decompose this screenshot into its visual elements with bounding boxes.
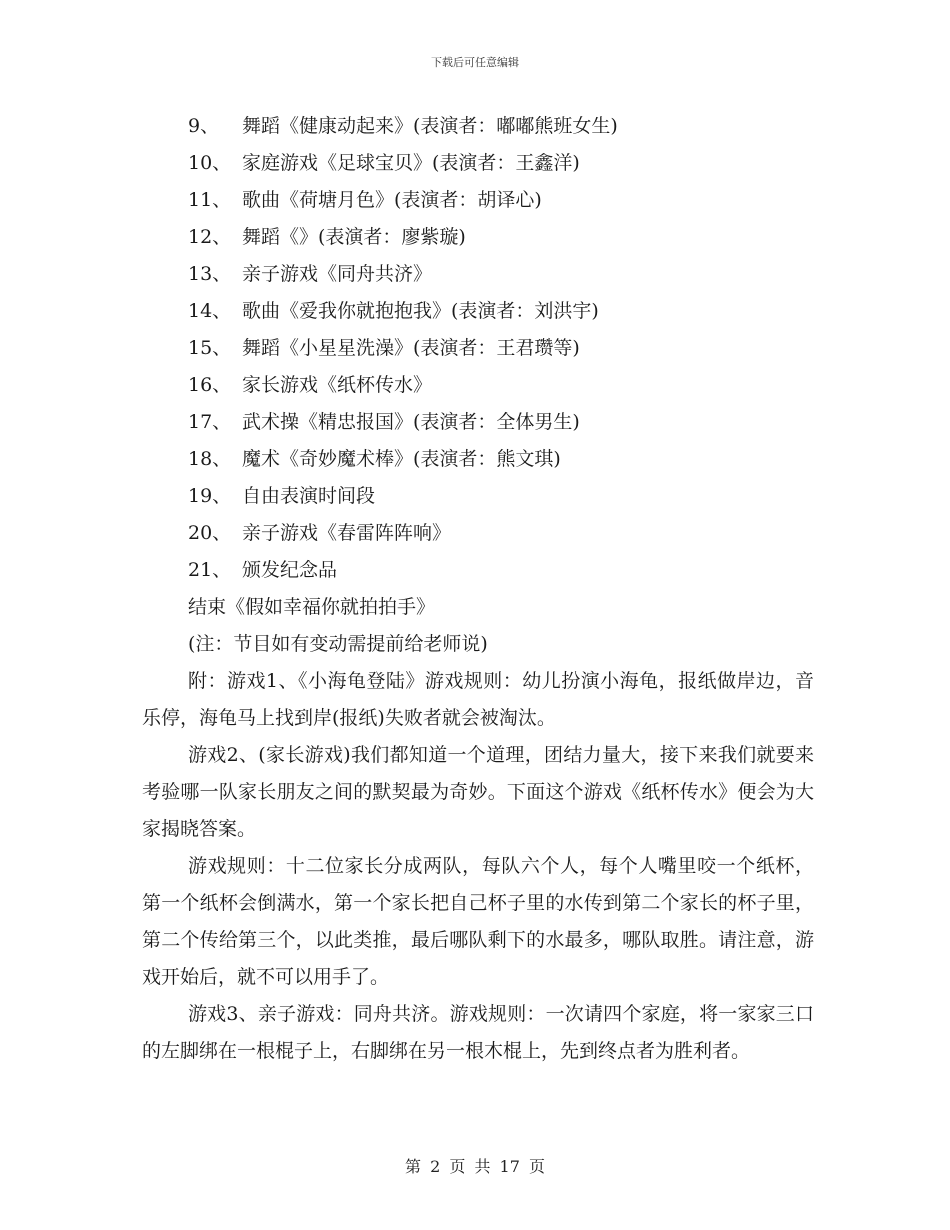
program-item bbox=[142, 515, 814, 552]
program-item-text: 武术操《精忠报国》(表演者：全体男生) bbox=[242, 411, 580, 433]
program-item-text: 舞蹈《》(表演者：廖紫璇) bbox=[242, 226, 466, 248]
program-item-number: 11、 bbox=[188, 189, 232, 211]
body-paragraph: 附：游戏1、《小海龟登陆》游戏规则：幼儿扮演小海龟，报纸做岸边，音乐停，海龟马上找到岸(报纸)失败者就会被淘汰。 bbox=[142, 670, 814, 729]
program-item-number: 12、 bbox=[188, 226, 232, 248]
body-paragraph: 游戏2、(家长游戏)我们都知道一个道理，团结力量大，接下来我们就要来考验哪一队家长朋友之间的默契最为奇妙。下面这个游戏《纸杯传水》便会为大家揭晓答案。 bbox=[142, 744, 814, 840]
program-item bbox=[142, 256, 814, 293]
program-item bbox=[142, 145, 814, 182]
program-item-text: 歌曲《荷塘月色》(表演者：胡译心) bbox=[242, 189, 542, 211]
program-item-text: 舞蹈《健康动起来》(表演者：嘟嘟熊班女生) bbox=[242, 115, 618, 137]
program-item bbox=[142, 404, 814, 441]
program-item-number: 10、 bbox=[188, 152, 232, 174]
program-item-number: 9、 bbox=[188, 115, 220, 137]
ending-line: 结束《假如幸福你就拍拍手》 bbox=[188, 596, 436, 618]
program-item-text: 亲子游戏《同舟共济》 bbox=[242, 263, 433, 285]
program-item-number: 16、 bbox=[188, 374, 232, 396]
program-item-text: 颁发纪念品 bbox=[242, 559, 338, 581]
program-item bbox=[142, 293, 814, 330]
page-header: 下载后可任意编辑 bbox=[431, 56, 519, 69]
program-item-number: 15、 bbox=[188, 337, 232, 359]
program-item bbox=[142, 367, 814, 404]
program-item-number: 19、 bbox=[188, 485, 232, 507]
body-paragraph: 游戏规则：十二位家长分成两队，每队六个人，每个人嘴里咬一个纸杯，第一个纸杯会倒满水，第一个家长把自己杯子里的水传到第二个家长的杯子里，第二个传给第三个，以此类推，最后哪队剩下的水最多，哪队取胜。请注意，游戏开始后，就不可以用手了。 bbox=[142, 855, 814, 988]
program-item-number: 20、 bbox=[188, 522, 232, 544]
program-item-number: 21、 bbox=[188, 559, 232, 581]
program-item-text: 魔术《奇妙魔术棒》(表演者：熊文琪) bbox=[242, 448, 561, 470]
program-item bbox=[142, 330, 814, 367]
program-item-text: 家庭游戏《足球宝贝》(表演者：王鑫洋) bbox=[242, 152, 580, 174]
program-item-text: 舞蹈《小星星洗澡》(表演者：王君瓒等) bbox=[242, 337, 580, 359]
program-item-text: 亲子游戏《春雷阵阵响》 bbox=[242, 522, 452, 544]
program-item-number: 14、 bbox=[188, 300, 232, 322]
program-item-text: 歌曲《爱我你就抱抱我》(表演者：刘洪宇) bbox=[242, 300, 599, 322]
page-footer: 第 2 页 共 17 页 bbox=[405, 1157, 545, 1176]
program-item-number: 18、 bbox=[188, 448, 232, 470]
program-item bbox=[142, 441, 814, 478]
body-paragraph: 游戏3、亲子游戏：同舟共济。游戏规则：一次请四个家庭，将一家家三口的左脚绑在一根棍子上，右脚绑在另一根木棍上，先到终点者为胜利者。 bbox=[142, 1003, 814, 1062]
program-item bbox=[142, 182, 814, 219]
note-line: (注：节目如有变动需提前给老师说) bbox=[188, 633, 488, 655]
program-item-number: 17、 bbox=[188, 411, 232, 433]
program-item bbox=[142, 552, 814, 589]
program-item bbox=[142, 219, 814, 256]
program-item-text: 家长游戏《纸杯传水》 bbox=[242, 374, 433, 396]
program-item-number: 13、 bbox=[188, 263, 232, 285]
document-body bbox=[142, 108, 814, 1070]
program-item bbox=[142, 478, 814, 515]
program-item-text: 自由表演时间段 bbox=[242, 485, 376, 507]
program-item bbox=[142, 108, 814, 145]
